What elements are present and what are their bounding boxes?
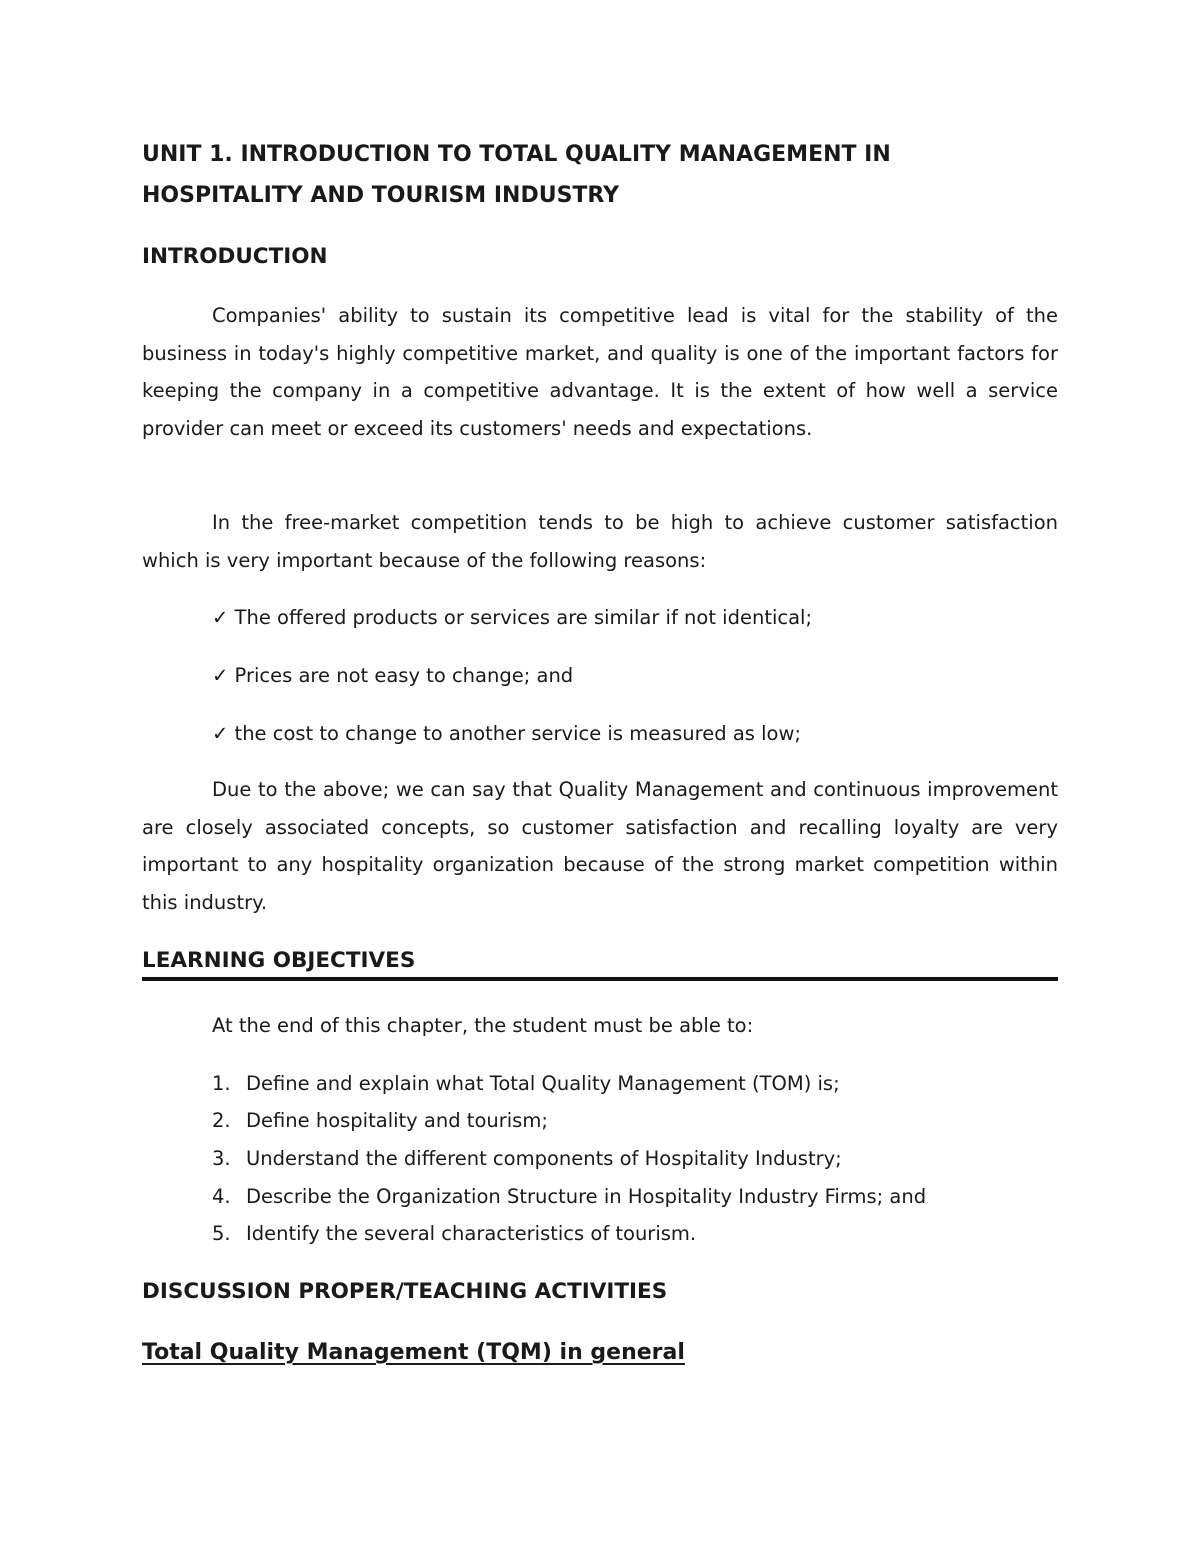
- tqm-subheading: Total Quality Management (TQM) in general: [142, 1340, 685, 1365]
- introduction-heading: INTRODUCTION: [142, 244, 328, 269]
- learning-objectives-heading: LEARNING OBJECTIVES: [142, 948, 416, 973]
- reason-item: ✓ The offered products or services are similar if not identical;: [212, 606, 813, 629]
- objective-item: 2. Define hospitality and tourism;: [212, 1109, 548, 1132]
- check-icon: ✓: [212, 664, 229, 687]
- objective-item: 5. Identify the several characteristics of tourism.: [212, 1222, 697, 1245]
- intro-paragraph-2: In the free-market competition tends to be high to achieve customer satisfaction which is very important because of the following reasons:: [142, 511, 1058, 572]
- intro-paragraph-1: Companies' ability to sustain its competitive lead is vital for the stability of the business in today's highly competitive market, and quality is one of the important factors for keeping the company in a competitive advantage. It is the extent of how well a service provider can meet or exceed its customers' needs and expectations.: [142, 304, 1058, 440]
- unit-title-line-1: UNIT 1. INTRODUCTION TO TOTAL QUALITY MANAGEMENT IN: [142, 142, 891, 167]
- intro-paragraph-3: Due to the above; we can say that Quality Management and continuous improvement are closely associated concepts, so customer satisfaction and recalling loyalty are very important to any hospitality organization because of the strong market competition within this industry.: [142, 778, 1058, 914]
- unit-title-line-2: HOSPITALITY AND TOURISM INDUSTRY: [142, 183, 620, 208]
- objective-item: 1. Define and explain what Total Quality Management (TOM) is;: [212, 1072, 840, 1095]
- reason-item: ✓ Prices are not easy to change; and: [212, 664, 574, 687]
- check-icon: ✓: [212, 722, 229, 745]
- check-icon: ✓: [212, 606, 229, 629]
- objective-item: 3. Understand the different components of Hospitality Industry;: [212, 1147, 842, 1170]
- reason-item: ✓ the cost to change to another service is measured as low;: [212, 722, 801, 745]
- section-divider: [142, 977, 1058, 981]
- discussion-heading: DISCUSSION PROPER/TEACHING ACTIVITIES: [142, 1279, 668, 1304]
- objective-item: 4. Describe the Organization Structure in Hospitality Industry Firms; and: [212, 1185, 927, 1208]
- objectives-intro: At the end of this chapter, the student must be able to:: [212, 1014, 754, 1037]
